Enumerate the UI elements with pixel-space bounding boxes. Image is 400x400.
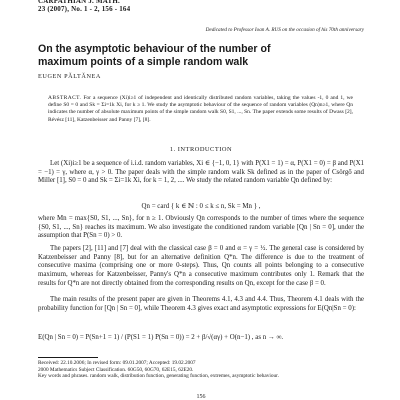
intro-paragraph-2: where Mn = max{S0, S1, ..., Sn}, for n ≥ 1. Obviously Qn corresponds to the number of times where the sequence {S0, S1, ..., Sn} reaches its maximum. We also investigate the conditioned random variable [Qn | Sn = 0], under the assumption that P(Sn = 0) > 0. xyxy=(38,215,364,240)
intro-paragraph-4: The main results of the present paper are given in Theorems 4.1, 4.3 and 4.4. Thus, Theorem 4.1 deals with the probability function for [Qn | Sn = 0], while Theorem 4.3 gives exact and asymptotic expressions for E(Qn|Sn = 0): xyxy=(38,296,364,312)
abstract-label: ABSTRACT. xyxy=(48,95,82,101)
paper-page xyxy=(38,0,364,400)
abstract xyxy=(48,95,353,124)
equation-qn-definition: Qn = card { k ∈ ℕ : 0 ≤ k ≤ n, Sk = Mn } , xyxy=(141,203,261,210)
footnote-rule xyxy=(38,357,98,358)
page-number: 156 xyxy=(196,394,206,400)
paper-title xyxy=(38,43,364,68)
title-line-2: maximum points of a simple random walk xyxy=(38,55,249,68)
title-line-1: On the asymptotic behaviour of the number of xyxy=(38,43,271,55)
keywords: Key words and phrases. random walk, distribution function, generating function, extremes, asymptotic behaviour. xyxy=(38,373,279,380)
journal-name: CARPATHIAN J. MATH. xyxy=(38,0,120,5)
journal-header xyxy=(38,0,130,13)
intro-paragraph-3: The papers [2], [11] and [7] deal with the classical case β = 0 and α = γ = ½. The general case is considered by Katzenbeisser and Panny [8], but for an alternative definition Q*n. The difference is due to the treatment of consecutive maxima (comprising one or more 0-steps). Thus, Qn counts all points belonging to a consecutive maximum, whereas for Katzenbeisser, Panny's Q*n a consecutive maximum contributes only 1. Remark that the results for Q*n are not directly obtained from the corresponding results on Qn, except for the case β = 0. xyxy=(38,245,364,287)
intro-paragraph-1: Let (Xi)i≥1 be a sequence of i.i.d. random variables, Xi ∈ {−1, 0, 1} with P(X1 = 1) = α, P(X1 = 0) = β and P(X1 = −1) = γ, where α, γ > 0. The paper deals with the simple random walk Sk defined as in the paper of Csörgő and Miller [1], S0 = 0 and Sk = Σi=1k Xi, for k = 1, 2, .... We study the related random variable Qn defined by: xyxy=(38,160,364,185)
dedication: Dedicated to Professor Ioan A. RUS on the occasion of his 70th anniversary xyxy=(205,27,364,33)
received-dates: Received: 22.10.2006; In revised form: 09.01.2007; Accepted: 19.02.2007 xyxy=(38,360,196,366)
abstract-text: For a sequence (Xi)i≥1 of independent and identically distributed random variables, taking the values -1, 0 and 1, we define S0 = 0 and Sk = Σi=1k Xi, for k ≥ 1. We study the asymptotic behaviour of the sequence of random variables (Qn)n≥1, where Qn indicates the number of absolute maximum points of the simple random walk S0, S1, ..., Sn. The paper extends some results of Dwass [2], Révész [11], Katzenbeisser and Panny [7], [8]. xyxy=(48,95,353,123)
author-name: EUGEN PĂLTĂNEA xyxy=(38,73,101,80)
msc-classification: 2000 Mathematics Subject Classification. 60G50, 60G70, 62E15, 62E20. xyxy=(38,366,194,373)
footnotes xyxy=(38,360,364,380)
equation-expectation: E(Qn | Sn = 0) = P(Sn+1 = 1) / (P(S1 = 1) P(Sn = 0)) = 2 + β/√(αγ) + O(n−1) , as n → ∞. xyxy=(38,334,284,341)
volume-info: 23 (2007), No. 1 - 2, 156 - 164 xyxy=(38,5,131,13)
section-heading: 1. INTRODUCTION xyxy=(169,146,233,153)
